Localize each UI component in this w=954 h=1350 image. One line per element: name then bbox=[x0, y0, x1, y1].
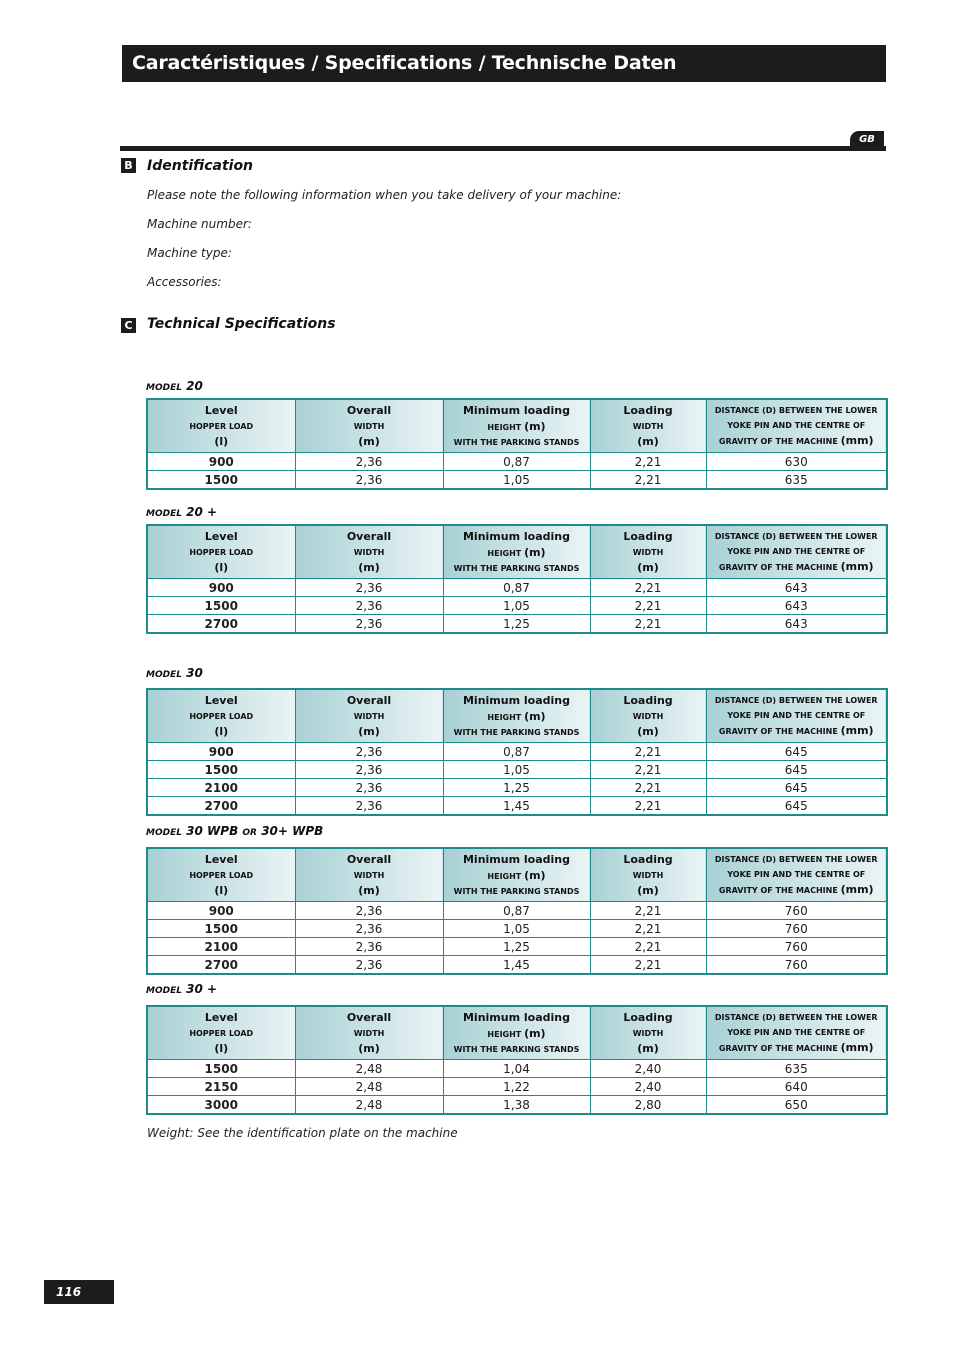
model-label: MODEL 20 bbox=[146, 379, 203, 393]
table-row bbox=[147, 743, 887, 761]
column-header-width: Overall WIDTH (m) bbox=[295, 525, 443, 579]
cell-loading: 2,80 bbox=[590, 1096, 706, 1115]
cell-width: 2,36 bbox=[295, 761, 443, 779]
cell-level: 1500 bbox=[147, 471, 295, 490]
cell-level: 2100 bbox=[147, 779, 295, 797]
cell-distance: 645 bbox=[706, 743, 887, 761]
table-row bbox=[147, 1078, 887, 1096]
cell-distance: 760 bbox=[706, 956, 887, 975]
cell-width: 2,36 bbox=[295, 743, 443, 761]
cell-loading: 2,21 bbox=[590, 761, 706, 779]
column-header-distance: DISTANCE (D) BETWEEN THE LOWER YOKE PIN AND THE CENTRE OF GRAVITY OF THE MACHINE (mm) bbox=[706, 689, 887, 743]
cell-loading: 2,40 bbox=[590, 1078, 706, 1096]
language-tab: GB bbox=[850, 131, 884, 149]
page-number: 116 bbox=[44, 1280, 114, 1304]
cell-distance: 630 bbox=[706, 453, 887, 471]
column-header-level: Level HOPPER LOAD (l) bbox=[147, 399, 295, 453]
machine-number-label: Machine number: bbox=[147, 217, 252, 231]
column-header-loading: Loading WIDTH (m) bbox=[590, 689, 706, 743]
table-header-row bbox=[147, 848, 887, 902]
cell-width: 2,36 bbox=[295, 938, 443, 956]
cell-level: 900 bbox=[147, 453, 295, 471]
cell-width: 2,36 bbox=[295, 920, 443, 938]
model-label: MODEL 30 WPB OR 30+ WPB bbox=[146, 824, 324, 838]
column-header-distance: DISTANCE (D) BETWEEN THE LOWER YOKE PIN AND THE CENTRE OF GRAVITY OF THE MACHINE (mm) bbox=[706, 848, 887, 902]
accessories-label: Accessories: bbox=[147, 275, 222, 289]
cell-distance: 760 bbox=[706, 902, 887, 920]
cell-height: 0,87 bbox=[443, 743, 590, 761]
cell-height: 1,05 bbox=[443, 597, 590, 615]
cell-distance: 645 bbox=[706, 779, 887, 797]
column-header-width: Overall WIDTH (m) bbox=[295, 848, 443, 902]
table-row bbox=[147, 453, 887, 471]
cell-distance: 635 bbox=[706, 1060, 887, 1078]
cell-height: 1,05 bbox=[443, 761, 590, 779]
cell-width: 2,48 bbox=[295, 1060, 443, 1078]
cell-distance: 643 bbox=[706, 615, 887, 634]
table-row bbox=[147, 797, 887, 816]
spec-table-model-20-plus bbox=[146, 524, 888, 634]
cell-height: 1,38 bbox=[443, 1096, 590, 1115]
cell-height: 1,45 bbox=[443, 797, 590, 816]
cell-distance: 643 bbox=[706, 597, 887, 615]
cell-loading: 2,21 bbox=[590, 920, 706, 938]
cell-level: 900 bbox=[147, 743, 295, 761]
table-row bbox=[147, 938, 887, 956]
cell-height: 0,87 bbox=[443, 902, 590, 920]
machine-type-label: Machine type: bbox=[147, 246, 232, 260]
table-row bbox=[147, 761, 887, 779]
column-header-distance: DISTANCE (D) BETWEEN THE LOWER YOKE PIN AND THE CENTRE OF GRAVITY OF THE MACHINE (mm) bbox=[706, 525, 887, 579]
cell-loading: 2,21 bbox=[590, 471, 706, 490]
column-header-level: Level HOPPER LOAD (l) bbox=[147, 525, 295, 579]
table-row bbox=[147, 956, 887, 975]
cell-level: 2150 bbox=[147, 1078, 295, 1096]
cell-distance: 760 bbox=[706, 920, 887, 938]
header-divider bbox=[120, 146, 886, 151]
cell-loading: 2,21 bbox=[590, 579, 706, 597]
cell-width: 2,36 bbox=[295, 779, 443, 797]
cell-level: 1500 bbox=[147, 1060, 295, 1078]
column-header-loading: Loading WIDTH (m) bbox=[590, 1006, 706, 1060]
cell-height: 1,45 bbox=[443, 956, 590, 975]
cell-width: 2,36 bbox=[295, 597, 443, 615]
cell-distance: 635 bbox=[706, 471, 887, 490]
table-row bbox=[147, 920, 887, 938]
table-row bbox=[147, 1060, 887, 1078]
cell-height: 1,25 bbox=[443, 615, 590, 634]
cell-distance: 645 bbox=[706, 761, 887, 779]
column-header-height: Minimum loading HEIGHT (m) WITH THE PARKING STANDS bbox=[443, 1006, 590, 1060]
cell-level: 900 bbox=[147, 902, 295, 920]
cell-width: 2,36 bbox=[295, 902, 443, 920]
column-header-height: Minimum loading HEIGHT (m) WITH THE PARKING STANDS bbox=[443, 689, 590, 743]
column-header-distance: DISTANCE (D) BETWEEN THE LOWER YOKE PIN AND THE CENTRE OF GRAVITY OF THE MACHINE (mm) bbox=[706, 1006, 887, 1060]
cell-loading: 2,21 bbox=[590, 797, 706, 816]
cell-distance: 640 bbox=[706, 1078, 887, 1096]
table-row bbox=[147, 471, 887, 490]
column-header-width: Overall WIDTH (m) bbox=[295, 1006, 443, 1060]
spec-table-model-20 bbox=[146, 398, 888, 490]
table-row bbox=[147, 597, 887, 615]
cell-width: 2,36 bbox=[295, 797, 443, 816]
cell-distance: 650 bbox=[706, 1096, 887, 1115]
section-b-title: Identification bbox=[147, 158, 254, 174]
spec-table-model-30-wpb bbox=[146, 847, 888, 975]
column-header-distance: DISTANCE (D) BETWEEN THE LOWER YOKE PIN AND THE CENTRE OF GRAVITY OF THE MACHINE (mm) bbox=[706, 399, 887, 453]
column-header-loading: Loading WIDTH (m) bbox=[590, 525, 706, 579]
cell-level: 1500 bbox=[147, 920, 295, 938]
cell-width: 2,36 bbox=[295, 615, 443, 634]
table-header-row bbox=[147, 525, 887, 579]
weight-note: Weight: See the identification plate on the machine bbox=[147, 1126, 458, 1140]
cell-height: 1,05 bbox=[443, 471, 590, 490]
table-row bbox=[147, 615, 887, 634]
cell-loading: 2,40 bbox=[590, 1060, 706, 1078]
cell-width: 2,36 bbox=[295, 579, 443, 597]
table-row bbox=[147, 902, 887, 920]
cell-level: 2700 bbox=[147, 615, 295, 634]
cell-level: 2700 bbox=[147, 956, 295, 975]
table-header-row bbox=[147, 689, 887, 743]
identification-intro: Please note the following information when you take delivery of your machine: bbox=[147, 188, 622, 202]
cell-level: 2100 bbox=[147, 938, 295, 956]
column-header-height: Minimum loading HEIGHT (m) WITH THE PARKING STANDS bbox=[443, 848, 590, 902]
cell-loading: 2,21 bbox=[590, 938, 706, 956]
spec-table-model-30-plus bbox=[146, 1005, 888, 1115]
cell-height: 0,87 bbox=[443, 453, 590, 471]
cell-loading: 2,21 bbox=[590, 743, 706, 761]
model-label: MODEL 30 bbox=[146, 666, 203, 680]
cell-height: 0,87 bbox=[443, 579, 590, 597]
table-row bbox=[147, 779, 887, 797]
column-header-width: Overall WIDTH (m) bbox=[295, 399, 443, 453]
column-header-loading: Loading WIDTH (m) bbox=[590, 399, 706, 453]
cell-height: 1,05 bbox=[443, 920, 590, 938]
cell-loading: 2,21 bbox=[590, 453, 706, 471]
cell-distance: 760 bbox=[706, 938, 887, 956]
page-title: Caractéristiques / Specifications / Technische Daten bbox=[122, 45, 886, 82]
section-c-marker: C bbox=[121, 318, 136, 333]
cell-loading: 2,21 bbox=[590, 597, 706, 615]
cell-level: 3000 bbox=[147, 1096, 295, 1115]
cell-level: 2700 bbox=[147, 797, 295, 816]
cell-width: 2,36 bbox=[295, 453, 443, 471]
cell-level: 1500 bbox=[147, 597, 295, 615]
column-header-level: Level HOPPER LOAD (l) bbox=[147, 1006, 295, 1060]
model-label: MODEL 30 + bbox=[146, 982, 218, 996]
cell-width: 2,36 bbox=[295, 471, 443, 490]
cell-distance: 643 bbox=[706, 579, 887, 597]
table-header-row bbox=[147, 1006, 887, 1060]
cell-loading: 2,21 bbox=[590, 956, 706, 975]
column-header-height: Minimum loading HEIGHT (m) WITH THE PARKING STANDS bbox=[443, 399, 590, 453]
cell-width: 2,48 bbox=[295, 1096, 443, 1115]
table-row bbox=[147, 1096, 887, 1115]
cell-width: 2,48 bbox=[295, 1078, 443, 1096]
column-header-level: Level HOPPER LOAD (l) bbox=[147, 848, 295, 902]
table-header-row bbox=[147, 399, 887, 453]
section-c-title: Technical Specifications bbox=[147, 316, 336, 332]
spec-table-model-30 bbox=[146, 688, 888, 816]
cell-distance: 645 bbox=[706, 797, 887, 816]
cell-loading: 2,21 bbox=[590, 615, 706, 634]
column-header-height: Minimum loading HEIGHT (m) WITH THE PARKING STANDS bbox=[443, 525, 590, 579]
cell-width: 2,36 bbox=[295, 956, 443, 975]
cell-level: 900 bbox=[147, 579, 295, 597]
cell-height: 1,04 bbox=[443, 1060, 590, 1078]
model-label: MODEL 20 + bbox=[146, 505, 218, 519]
column-header-loading: Loading WIDTH (m) bbox=[590, 848, 706, 902]
cell-level: 1500 bbox=[147, 761, 295, 779]
column-header-width: Overall WIDTH (m) bbox=[295, 689, 443, 743]
cell-height: 1,25 bbox=[443, 938, 590, 956]
cell-loading: 2,21 bbox=[590, 779, 706, 797]
cell-height: 1,25 bbox=[443, 779, 590, 797]
cell-loading: 2,21 bbox=[590, 902, 706, 920]
section-b-marker: B bbox=[121, 158, 136, 173]
cell-height: 1,22 bbox=[443, 1078, 590, 1096]
column-header-level: Level HOPPER LOAD (l) bbox=[147, 689, 295, 743]
table-row bbox=[147, 579, 887, 597]
